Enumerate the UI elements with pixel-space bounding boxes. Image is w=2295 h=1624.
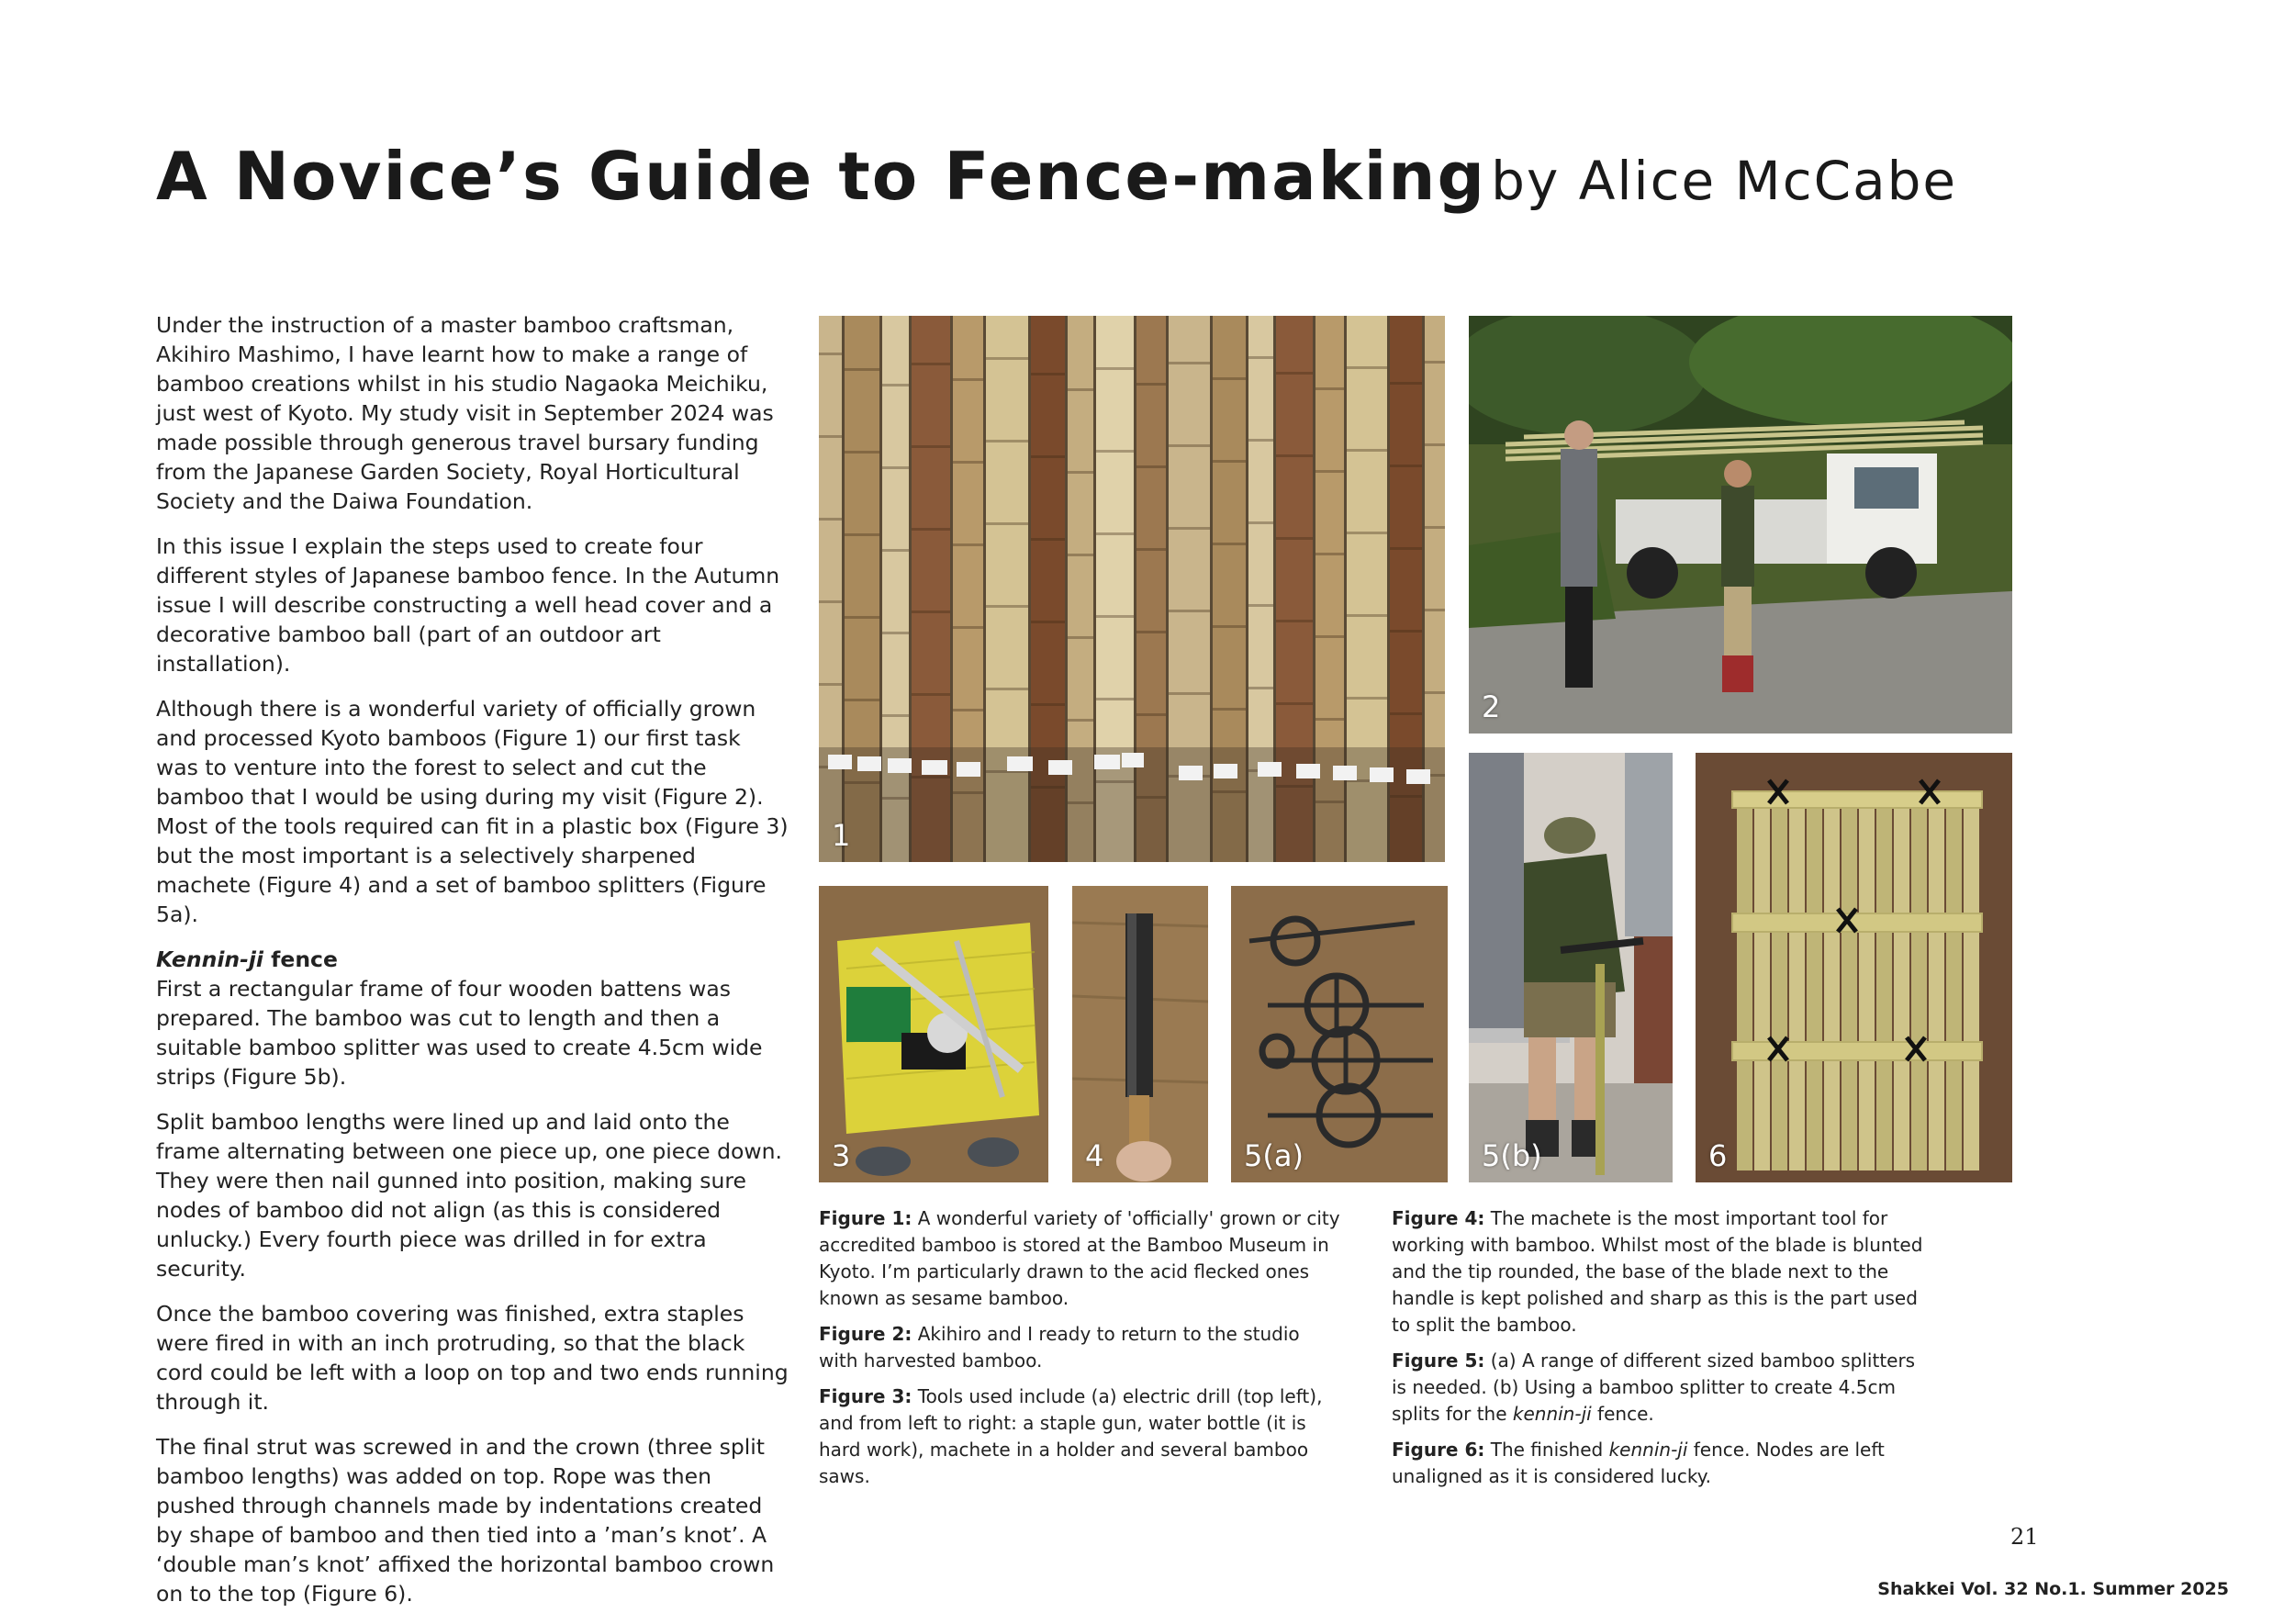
body-paragraph-4: First a rectangular frame of four wooden battens was prepared. The bamboo was cut to length and then a suitable bamboo splitter was used to create 4.5cm wide strips (Figure 5b). <box>156 976 763 1090</box>
caption-5-text-a: (a) A range of different sized bamboo splitters is needed. (b) Using a bamboo splitter to create 4.5cm splits for the <box>1392 1350 1916 1425</box>
caption-6-italic: kennin-ji <box>1608 1439 1688 1461</box>
body-paragraph-2: In this issue I explain the steps used to create four different styles of Japanese bamboo fence. In the Autumn issue I will describe constructing a well head cover and a decorative bamboo ball (part of an outdoor art installation). <box>156 533 780 677</box>
caption-3-label: Figure 3: <box>819 1385 912 1407</box>
caption-6-label: Figure 6: <box>1392 1439 1485 1461</box>
figure-1-bamboo-museum-photo <box>819 316 1445 862</box>
figure-2-truck-photo <box>1469 316 2012 734</box>
caption-6-text-a: The finished <box>1484 1439 1609 1461</box>
body-paragraph-3: Although there is a wonderful variety of officially grown and processed Kyoto bamboos (Figure 1) our first task was to venture into the forest to select and cut the bamboo that I would be using during my visit (Figure 2). Most of the tools required can fit in a plastic box (Figure 3) but the most important is a selectively sharpened machete (Figure 4) and a set of bamboo splitters (Figure 5a). <box>156 696 789 927</box>
caption-figure-1 <box>819 1205 1342 1312</box>
caption-2-label: Figure 2: <box>819 1323 912 1345</box>
figure-5a-splitters-photo <box>1231 886 1448 1182</box>
caption-4-label: Figure 4: <box>1392 1207 1485 1229</box>
body-paragraph-5: Split bamboo lengths were lined up and laid onto the frame alternating between one piece up, one piece down. They were then nail gunned into position, making sure nodes of bamboo did not align (as this is considered unlucky.) Every fourth piece was drilled in for extra security. <box>156 1109 782 1282</box>
body-paragraph-7: The final strut was screwed in and the crown (three split bamboo lengths) was added on top. Rope was then pushed through channels made by indentations created by shape of bamboo and then tied into a ’man’s knot’. A ‘double man’s knot’ affixed the horizontal bamboo crown on to the top (Figure 6). <box>156 1434 775 1607</box>
subheading-italic: Kennin-ji <box>156 946 263 972</box>
figure-2-number: 2 <box>1482 689 1501 724</box>
figure-5b-splitting-photo <box>1469 753 1673 1182</box>
caption-4-text: The machete is the most important tool for working with bamboo. Whilst most of the blade is blunted and the tip rounded, the base of the blade next to the handle is kept polished and sharp as this is the part used to split the bamboo. <box>1392 1207 1923 1336</box>
journal-footer: Shakkei Vol. 32 No.1. Summer 2025 <box>1877 1579 2229 1599</box>
caption-figure-4 <box>1392 1205 1933 1338</box>
figure-5a-number: 5(a) <box>1244 1138 1304 1173</box>
caption-5-label: Figure 5: <box>1392 1350 1485 1372</box>
captions-column-left <box>819 1205 1342 1499</box>
caption-6-text-b: fence. Nodes are left unaligned as it is considered lucky. <box>1392 1439 1885 1487</box>
figure-6-number: 6 <box>1708 1138 1728 1173</box>
caption-5-italic: kennin-ji <box>1512 1403 1592 1425</box>
figure-6-fence-photo <box>1696 753 2012 1182</box>
figure-3-tools-photo <box>819 886 1048 1182</box>
figure-4-machete-photo <box>1072 886 1208 1182</box>
caption-3-text: Tools used include (a) electric drill (top left), and from left to right: a staple gun, water bottle (it is hard work), machete in a holder and several bamboo saws. <box>819 1385 1323 1487</box>
title-author: by Alice McCabe <box>1491 150 1958 212</box>
body-paragraph-6: Once the bamboo covering was finished, extra staples were fired in with an inch protruding, so that the black cord could be left with a loop on top and two ends running through it. <box>156 1301 789 1415</box>
caption-2-text: Akihiro and I ready to return to the studio with harvested bamboo. <box>819 1323 1300 1372</box>
caption-1-text: A wonderful variety of 'officially' grown or city accredited bamboo is stored at the Bamboo Museum in Kyoto. I’m particularly drawn to the acid flecked ones known as sesame bamboo. <box>819 1207 1340 1309</box>
figure-4-number: 4 <box>1085 1138 1104 1173</box>
figure-1-number: 1 <box>832 818 851 853</box>
caption-figure-6 <box>1392 1437 1933 1490</box>
title-main: A Novice’s Guide to Fence-making <box>156 138 1487 215</box>
body-paragraph-1: Under the instruction of a master bamboo craftsman, Akihiro Mashimo, I have learnt how to make a range of bamboo creations whilst in his studio Nagaoka Meichiku, just west of Kyoto. My study visit in September 2024 was made possible through generous travel bursary funding from the Japanese Garden Society, Royal Horticultural Society and the Daiwa Foundation. <box>156 312 774 514</box>
caption-5-text-b: fence. <box>1591 1403 1654 1425</box>
figure-3-number: 3 <box>832 1138 851 1173</box>
caption-figure-5 <box>1392 1348 1933 1428</box>
caption-1-label: Figure 1: <box>819 1207 912 1229</box>
article-body <box>156 310 789 1624</box>
captions-column-right <box>1392 1205 1933 1499</box>
caption-figure-3 <box>819 1383 1342 1490</box>
caption-figure-2 <box>819 1321 1342 1374</box>
subheading-kennin-ji <box>156 945 789 974</box>
subheading-rest: fence <box>263 946 338 972</box>
article-title <box>156 138 1957 215</box>
figure-5b-number: 5(b) <box>1482 1138 1542 1173</box>
page-number: 21 <box>2010 1524 2039 1550</box>
